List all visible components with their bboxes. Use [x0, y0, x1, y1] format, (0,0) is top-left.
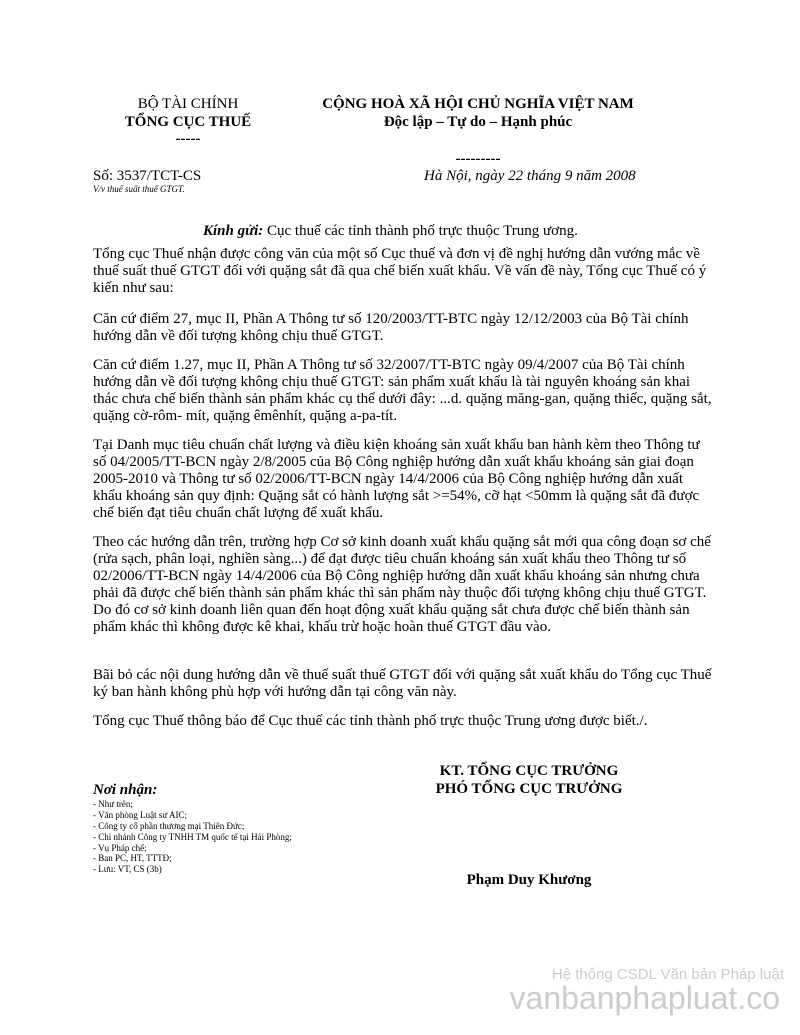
recipient-line: [203, 223, 578, 240]
recipient-label: Kính gửi:: [203, 223, 264, 239]
document-subject: V/v thuế suất thuế GTGT.: [93, 184, 185, 194]
recipient-item: - Văn phòng Luật sư AIC;: [93, 810, 187, 820]
body-paragraph-7: Tổng cục Thuế thông báo để Cục thuế các tỉnh thành phố trực thuộc Trung ương được biết./.: [93, 713, 648, 729]
recipient-item: - Ban PC, HT, TTTĐ;: [93, 853, 172, 863]
watermark-line-1: Hệ thống CSDL Văn bản Pháp luật: [551, 966, 784, 983]
recipient-item: - Công ty cổ phần thương mại Thiên Đức;: [93, 821, 245, 831]
right-divider: ---------: [455, 151, 501, 167]
body-paragraph-5: Theo các hướng dẫn trên, trường hợp Cơ sở kinh doanh xuất khẩu quặng sắt mới qua công đoạn sơ chế (rửa sạch, phân loại, nghiền sàng...) để đạt được tiêu chuẩn khoáng sản xuất khẩu theo Thông tư số 02/2006/TT-BCN ngày 14/4/2006 của Bộ Công nghiệp hướng dẫn xuất khẩu khoáng sản nhưng chưa phải đã được chế biến thành sản phẩm khác thì sản phẩm này thuộc đối tượng không chịu thuế GTGT. Do đó cơ sở kinh doanh liên quan đến hoạt động xuất khẩu quặng sắt chưa được chế biến thành sản phẩm khác thì không được kê khai, khấu trừ hoặc hoàn thuế GTGT đầu vào.: [93, 534, 711, 635]
body-paragraph-3: Căn cứ điểm 1.27, mục II, Phần A Thông tư số 32/2007/TT-BTC ngày 09/4/2007 của Bộ Tài chính hướng dẫn về đối tượng không chịu thuế GTGT: sản phẩm xuất khẩu là tài nguyên khoáng sản khai thác chưa chế biến thành sản phẩm khác cụ thể dưới đây: ...d. quặng măng-gan, quặng thiếc, quặng sắt, quặng cờ-rôm- mít, quặng êmênhít, quặng a-pa-tít.: [93, 357, 712, 424]
body-paragraph-4: Tại Danh mục tiêu chuẩn chất lượng và điều kiện khoáng sản xuất khẩu ban hành kèm theo Thông tư số 04/2005/TT-BCN ngày 2/8/2005 của Bộ Công nghiệp hướng dẫn xuất khẩu khoáng sản giai đoạn 2005-2010 và Thông tư số 02/2006/TT-BCN ngày 14/4/2006 của Bộ Công nghiệp hướng dẫn xuất khẩu khoáng sản quy định: Quặng sắt có hành lượng sắt >=54%, cỡ hạt <50mm là quặng sắt đã được chế biến đạt tiêu chuẩn chất lượng để xuất khẩu.: [93, 437, 700, 521]
body-paragraph-1: Tổng cục Thuế nhận được công văn của một số Cục thuế và đơn vị đề nghị hướng dẫn vướng mắc về thuế suất thuế GTGT đối với quặng sắt đã qua chế biến xuất khẩu. Về vấn đề này, Tổng cục Thuế có ý kiến như sau:: [93, 246, 707, 296]
ministry-name: BỘ TÀI CHÍNH: [137, 96, 239, 112]
place-date: Hà Nội, ngày 22 tháng 9 năm 2008: [424, 168, 636, 184]
country-name: CỘNG HOÀ XÃ HỘI CHỦ NGHĨA VIỆT NAM: [322, 96, 634, 112]
signature-title-1: KT. TỔNG CỤC TRƯỞNG: [439, 763, 619, 779]
body-paragraph-2: Căn cứ điểm 27, mục II, Phần A Thông tư số 120/2003/TT-BTC ngày 12/12/2003 của Bộ Tài chính hướng dẫn về đối tượng không chịu thuế GTGT.: [93, 311, 689, 344]
national-motto: Độc lập – Tự do – Hạnh phúc: [383, 114, 573, 130]
department-name: TỔNG CỤC THUẾ: [124, 114, 252, 130]
signer-name: Phạm Duy Khương: [466, 872, 592, 888]
recipient-item: - Vụ Pháp chế;: [93, 843, 147, 853]
recipient-item: - Lưu: VT, CS (3b): [93, 864, 162, 874]
recipient-item: - Chi nhánh Công ty TNHH TM quốc tế tại Hải Phòng;: [93, 832, 292, 842]
document-number: Số: 3537/TCT-CS: [93, 168, 202, 184]
signature-title-2: PHÓ TỔNG CỤC TRƯỞNG: [435, 781, 623, 797]
recipient-text: Cục thuế các tỉnh thành phố trực thuộc Trung ương.: [263, 223, 578, 239]
recipient-item: - Như trên;: [93, 799, 133, 809]
watermark-line-2: vanbanphapluat.co: [509, 980, 780, 1016]
left-divider: -----: [175, 131, 201, 147]
recipients-title: Nơi nhận:: [93, 782, 158, 798]
body-paragraph-6: Bãi bỏ các nội dung hướng dẫn về thuế suất thuế GTGT đối với quặng sắt xuất khẩu do Tổng cục Thuế ký ban hành không phù hợp với hướng dẫn tại công văn này.: [93, 667, 712, 700]
